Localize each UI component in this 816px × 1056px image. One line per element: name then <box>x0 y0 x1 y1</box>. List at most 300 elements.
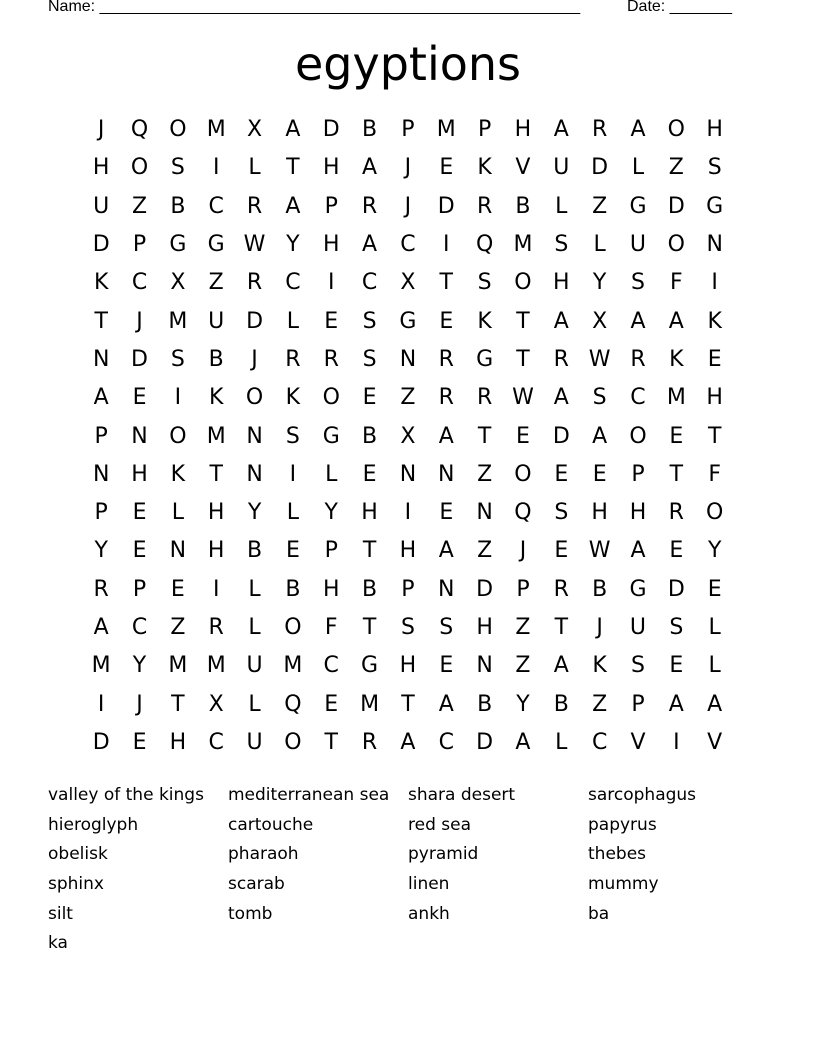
grid-cell: U <box>93 193 110 219</box>
grid-cell: S <box>631 270 645 296</box>
grid-cell: E <box>132 385 147 411</box>
grid-cell: E <box>362 385 377 411</box>
grid-cell: K <box>477 308 492 334</box>
grid-cell: S <box>170 155 185 181</box>
grid-cell: X <box>400 423 416 449</box>
grid-cell: H <box>399 538 417 564</box>
grid-cell: O <box>667 232 685 258</box>
grid-cell: C <box>131 615 148 640</box>
word-bank <box>48 780 788 958</box>
grid-cell: L <box>171 500 184 526</box>
word-bank-item: pyramid <box>408 844 479 865</box>
word-row <box>48 869 788 899</box>
word-bank-item: mediterranean sea <box>228 784 390 805</box>
grid-cell: R <box>438 385 454 411</box>
grid-cell: P <box>516 576 530 602</box>
grid-cell: B <box>592 576 608 602</box>
grid-cell: M <box>436 117 456 143</box>
word-bank-item: hieroglyph <box>48 814 139 835</box>
grid-cell: E <box>707 576 722 602</box>
word-bank-item: mummy <box>588 873 659 894</box>
word-row <box>48 839 788 869</box>
grid-cell: H <box>169 729 187 755</box>
grid-cell: L <box>631 155 645 181</box>
grid-cell: A <box>630 538 646 564</box>
grid-cell: S <box>439 615 454 640</box>
grid-cell: U <box>553 155 570 181</box>
grid-cell: G <box>361 653 379 679</box>
word-bank-item: sphinx <box>48 873 104 894</box>
grid-cell: K <box>208 385 224 411</box>
grid-cell: E <box>669 423 684 449</box>
grid-row <box>82 264 734 302</box>
grid-cell: N <box>706 232 723 258</box>
grid-cell: Q <box>284 691 302 717</box>
grid-cell: X <box>170 270 186 296</box>
grid-cell: N <box>169 538 187 564</box>
grid-cell: P <box>132 576 147 602</box>
grid-cell: R <box>361 193 378 219</box>
grid-cell: C <box>131 270 148 296</box>
grid-cell: K <box>477 155 492 181</box>
grid-cell: R <box>668 500 684 526</box>
grid-cell: M <box>168 653 188 679</box>
grid-cell: R <box>476 193 493 219</box>
grid-cell: L <box>286 308 300 334</box>
grid-cell: R <box>93 576 109 602</box>
grid-cell: A <box>668 691 684 717</box>
grid-row <box>82 111 734 149</box>
grid-cell: K <box>93 270 109 296</box>
grid-cell: I <box>212 576 220 602</box>
grid-cell: P <box>132 232 147 258</box>
grid-cell: O <box>130 155 149 181</box>
grid-cell: U <box>246 729 263 755</box>
grid-cell: Q <box>514 500 532 526</box>
grid-row <box>82 417 734 455</box>
grid-cell: O <box>245 385 264 411</box>
grid-cell: A <box>438 691 454 717</box>
grid-cell: K <box>707 308 722 334</box>
grid-cell: G <box>399 308 417 334</box>
grid-cell: B <box>362 423 378 449</box>
grid-cell: B <box>208 346 224 372</box>
word-bank-item: ankh <box>408 903 450 924</box>
grid-cell: Y <box>324 500 338 526</box>
grid-cell: H <box>207 500 225 526</box>
grid-cell: L <box>248 615 261 640</box>
grid-row <box>82 685 734 723</box>
grid-cell: E <box>132 729 147 755</box>
grid-cell: T <box>324 729 338 755</box>
grid-cell: D <box>92 729 110 755</box>
grid-cell: E <box>439 653 454 679</box>
grid-cell: M <box>360 691 380 717</box>
word-bank-item: scarab <box>228 873 285 894</box>
grid-row <box>82 341 734 379</box>
grid-row <box>82 226 734 264</box>
grid-cell: Z <box>515 615 531 640</box>
grid-cell: O <box>284 729 302 755</box>
grid-cell: B <box>170 193 186 219</box>
word-bank-item: linen <box>408 873 450 894</box>
grid-cell: B <box>477 691 493 717</box>
grid-cell: U <box>629 232 647 258</box>
grid-cell: W <box>588 346 611 372</box>
grid-cell: X <box>208 691 224 717</box>
grid-cell: A <box>400 729 416 755</box>
word-bank-item: sarcophagus <box>588 784 697 805</box>
grid-cell: A <box>93 615 109 640</box>
grid-cell: H <box>361 500 378 526</box>
grid-cell: B <box>362 576 378 602</box>
word-bank-item: red sea <box>408 814 472 835</box>
grid-cell: A <box>362 155 378 181</box>
grid-cell: G <box>476 346 494 372</box>
grid-cell: O <box>284 615 302 640</box>
grid-cell: R <box>246 193 263 219</box>
grid-cell: Z <box>170 615 186 640</box>
grid-cell: Y <box>286 232 300 258</box>
grid-cell: Z <box>515 653 531 679</box>
grid-cell: A <box>553 653 569 679</box>
grid-cell: U <box>208 308 225 334</box>
grid-cell: E <box>285 538 300 564</box>
grid-cell: H <box>322 155 340 181</box>
grid-cell: T <box>94 308 108 334</box>
grid-cell: E <box>324 308 339 334</box>
grid-cell: G <box>629 576 647 602</box>
grid-cell: D <box>591 155 609 181</box>
grid-cell: S <box>362 308 377 334</box>
grid-cell: B <box>515 193 531 219</box>
grid-cell: P <box>631 691 645 717</box>
grid-cell: I <box>327 270 335 296</box>
grid-cell: S <box>592 385 607 411</box>
grid-cell: J <box>404 155 412 181</box>
grid-cell: V <box>515 155 531 181</box>
grid-cell: E <box>132 538 147 564</box>
grid-cell: W <box>512 385 534 411</box>
grid-cell: J <box>136 691 143 717</box>
grid-cell: A <box>668 308 684 334</box>
grid-cell: Z <box>592 193 608 219</box>
grid-cell: E <box>516 423 530 449</box>
grid-cell: L <box>708 653 721 679</box>
grid-cell: I <box>443 232 450 258</box>
grid-cell: P <box>401 117 415 143</box>
grid-cell: R <box>323 346 339 372</box>
grid-cell: A <box>438 423 454 449</box>
grid-cell: B <box>247 538 263 564</box>
grid-cell: S <box>669 615 684 640</box>
grid-cell: I <box>711 270 718 296</box>
grid-cell: L <box>708 615 721 640</box>
grid-cell: Q <box>475 232 494 258</box>
grid-cell: A <box>592 423 608 449</box>
grid-cell: M <box>666 385 686 411</box>
grid-cell: G <box>169 232 187 258</box>
grid-cell: H <box>92 155 110 181</box>
grid-cell: S <box>554 500 569 526</box>
grid-cell: N <box>438 461 455 487</box>
grid-cell: M <box>91 653 111 679</box>
grid-cell: R <box>438 346 454 372</box>
grid-cell: E <box>554 538 569 564</box>
word-bank-item: valley of the kings <box>48 784 204 805</box>
grid-cell: X <box>592 308 608 334</box>
grid-cell: H <box>476 615 493 640</box>
grid-cell: F <box>670 270 683 296</box>
grid-cell: Y <box>516 691 530 717</box>
grid-cell: S <box>285 423 300 449</box>
grid-cell: D <box>92 232 110 258</box>
grid-cell: E <box>362 461 377 487</box>
grid-cell: O <box>629 423 647 449</box>
grid-cell: Z <box>400 385 416 411</box>
grid-row <box>82 456 734 494</box>
grid-cell: M <box>206 423 226 449</box>
grid-cell: S <box>400 615 415 640</box>
grid-cell: I <box>289 461 297 487</box>
grid-cell: N <box>131 423 148 449</box>
grid-cell: W <box>588 538 611 564</box>
grid-cell: J <box>519 538 527 564</box>
grid-cell: H <box>706 385 723 411</box>
grid-cell: A <box>285 193 301 219</box>
grid-cell: H <box>322 576 340 602</box>
word-bank-item: cartouche <box>228 814 314 835</box>
word-bank-item: shara desert <box>408 784 516 805</box>
grid-cell: C <box>208 729 224 755</box>
grid-cell: P <box>94 500 108 526</box>
grid-cell: F <box>708 461 721 487</box>
grid-cell: O <box>169 117 187 143</box>
grid-cell: Q <box>130 117 149 143</box>
word-bank-item: papyrus <box>588 814 657 835</box>
grid-cell: L <box>555 193 568 219</box>
grid-cell: D <box>476 729 494 755</box>
grid-cell: Y <box>707 538 722 564</box>
grid-cell: T <box>171 691 185 717</box>
grid-cell: H <box>553 270 570 296</box>
grid-cell: C <box>438 729 454 755</box>
grid-cell: H <box>706 117 723 143</box>
grid-cell: M <box>206 117 226 143</box>
grid-cell: D <box>552 423 570 449</box>
grid-cell: E <box>170 576 185 602</box>
grid-row <box>82 379 734 417</box>
grid-cell: L <box>593 232 606 258</box>
grid-cell: O <box>667 117 685 143</box>
grid-cell: E <box>439 500 454 526</box>
grid-cell: S <box>170 346 185 372</box>
grid-cell: N <box>92 346 110 372</box>
grid-cell: K <box>592 653 607 679</box>
grid-cell: N <box>476 500 493 526</box>
word-bank-item: pharaoh <box>228 844 299 865</box>
grid-cell: O <box>322 385 340 411</box>
grid-cell: E <box>439 308 454 334</box>
grid-cell: G <box>207 232 225 258</box>
grid-cell: T <box>439 270 453 296</box>
grid-cell: A <box>630 117 646 143</box>
grid-cell: C <box>591 729 608 755</box>
grid-cell: D <box>246 308 264 334</box>
grid-cell: L <box>325 461 338 487</box>
grid-cell: L <box>286 500 300 526</box>
grid-cell: P <box>94 423 108 449</box>
grid-cell: T <box>477 423 492 449</box>
grid-cell: G <box>706 193 724 219</box>
grid-cell: O <box>706 500 724 526</box>
grid-cell: N <box>476 653 493 679</box>
grid-cell: P <box>401 576 415 602</box>
grid-cell: H <box>591 500 608 526</box>
grid-cell: H <box>207 538 225 564</box>
grid-cell: C <box>285 270 301 296</box>
grid-cell: H <box>131 461 148 487</box>
grid-cell: A <box>93 385 109 411</box>
grid-cell: P <box>477 117 492 143</box>
grid-cell: K <box>285 385 301 411</box>
grid-cell: T <box>401 691 415 717</box>
grid-cell: P <box>324 193 338 219</box>
grid-cell: M <box>283 653 303 679</box>
grid-cell: H <box>629 500 647 526</box>
word-row <box>48 899 788 929</box>
grid-cell: J <box>404 193 412 219</box>
grid-cell: Z <box>592 691 608 717</box>
grid-cell: J <box>97 117 105 143</box>
grid-cell: E <box>669 538 684 564</box>
grid-cell: T <box>669 461 684 487</box>
grid-cell: D <box>437 193 455 219</box>
grid-cell: A <box>438 538 454 564</box>
grid-cell: B <box>362 117 378 143</box>
grid-cell: Z <box>131 193 148 219</box>
word-row <box>48 780 788 810</box>
grid-cell: L <box>248 691 261 717</box>
grid-cell: R <box>591 117 608 143</box>
grid-cell: C <box>361 270 378 296</box>
grid-cell: F <box>324 615 338 640</box>
grid-cell: R <box>476 385 493 411</box>
grid-cell: L <box>248 155 261 181</box>
word-bank-item: ba <box>588 903 610 924</box>
grid-cell: M <box>168 308 188 334</box>
grid-cell: U <box>246 653 263 679</box>
grid-cell: I <box>174 385 182 411</box>
page-title: egyptions <box>294 37 521 91</box>
grid-cell: S <box>362 346 377 372</box>
grid-cell: I <box>212 155 220 181</box>
grid-cell: Y <box>132 653 147 679</box>
grid-cell: Z <box>477 538 493 564</box>
grid-cell: X <box>247 117 263 143</box>
grid-cell: C <box>323 653 339 679</box>
grid-cell: J <box>596 615 603 640</box>
grid-cell: Z <box>477 461 493 487</box>
grid-cell: T <box>209 461 223 487</box>
grid-cell: V <box>630 729 646 755</box>
grid-cell: A <box>285 117 301 143</box>
grid-cell: R <box>553 346 569 372</box>
grid-row <box>82 494 734 532</box>
grid-cell: E <box>592 461 607 487</box>
grid-cell: N <box>438 576 455 602</box>
grid-cell: C <box>630 385 646 411</box>
grid-cell: D <box>476 576 494 602</box>
grid-cell: K <box>170 461 186 487</box>
grid-cell: G <box>629 193 647 219</box>
grid-cell: O <box>169 423 187 449</box>
grid-cell: Y <box>94 538 108 564</box>
grid-cell: N <box>399 346 417 372</box>
word-bank-item: silt <box>48 903 73 924</box>
grid-row <box>82 571 734 609</box>
grid-cell: M <box>206 653 226 679</box>
word-row <box>48 928 788 958</box>
grid-cell: T <box>362 615 377 640</box>
grid-cell: E <box>439 155 454 181</box>
word-bank-item: tomb <box>228 903 273 924</box>
grid-cell: T <box>516 346 530 372</box>
grid-cell: Y <box>592 270 607 296</box>
grid-cell: N <box>246 423 263 449</box>
grid-cell: J <box>251 346 258 372</box>
grid-cell: A <box>515 729 531 755</box>
grid-cell: G <box>322 423 340 449</box>
word-bank-item: obelisk <box>48 844 108 865</box>
grid-cell: N <box>399 461 417 487</box>
grid-cell: C <box>208 193 224 219</box>
grid-cell: L <box>248 576 261 602</box>
grid-row <box>82 532 734 570</box>
grid-cell: R <box>361 729 378 755</box>
grid-row <box>82 609 734 647</box>
grid-cell: D <box>667 193 685 219</box>
grid-row <box>82 647 734 685</box>
grid-cell: N <box>246 461 263 487</box>
grid-cell: T <box>707 423 722 449</box>
grid-cell: R <box>553 576 569 602</box>
word-bank-item: thebes <box>588 844 647 865</box>
grid-cell: E <box>132 500 147 526</box>
grid-cell: P <box>324 538 338 564</box>
grid-cell: I <box>404 500 412 526</box>
grid-cell: L <box>555 729 568 755</box>
grid-cell: H <box>514 117 532 143</box>
grid-cell: E <box>554 461 569 487</box>
grid-cell: A <box>553 308 569 334</box>
grid-cell: D <box>667 576 685 602</box>
grid-row <box>82 149 734 187</box>
date-line: Date: _______ <box>627 0 732 15</box>
grid-cell: K <box>669 346 684 372</box>
grid-cell: A <box>630 308 646 334</box>
grid-cell: E <box>707 346 722 372</box>
grid-cell: T <box>362 538 377 564</box>
grid-cell: R <box>246 270 263 296</box>
grid-cell: S <box>554 232 569 258</box>
grid-cell: Y <box>247 500 262 526</box>
grid-cell: T <box>286 155 300 181</box>
grid-cell: I <box>97 691 105 717</box>
grid-cell: M <box>513 232 533 258</box>
grid-cell: A <box>707 691 723 717</box>
grid-cell: O <box>514 270 532 296</box>
